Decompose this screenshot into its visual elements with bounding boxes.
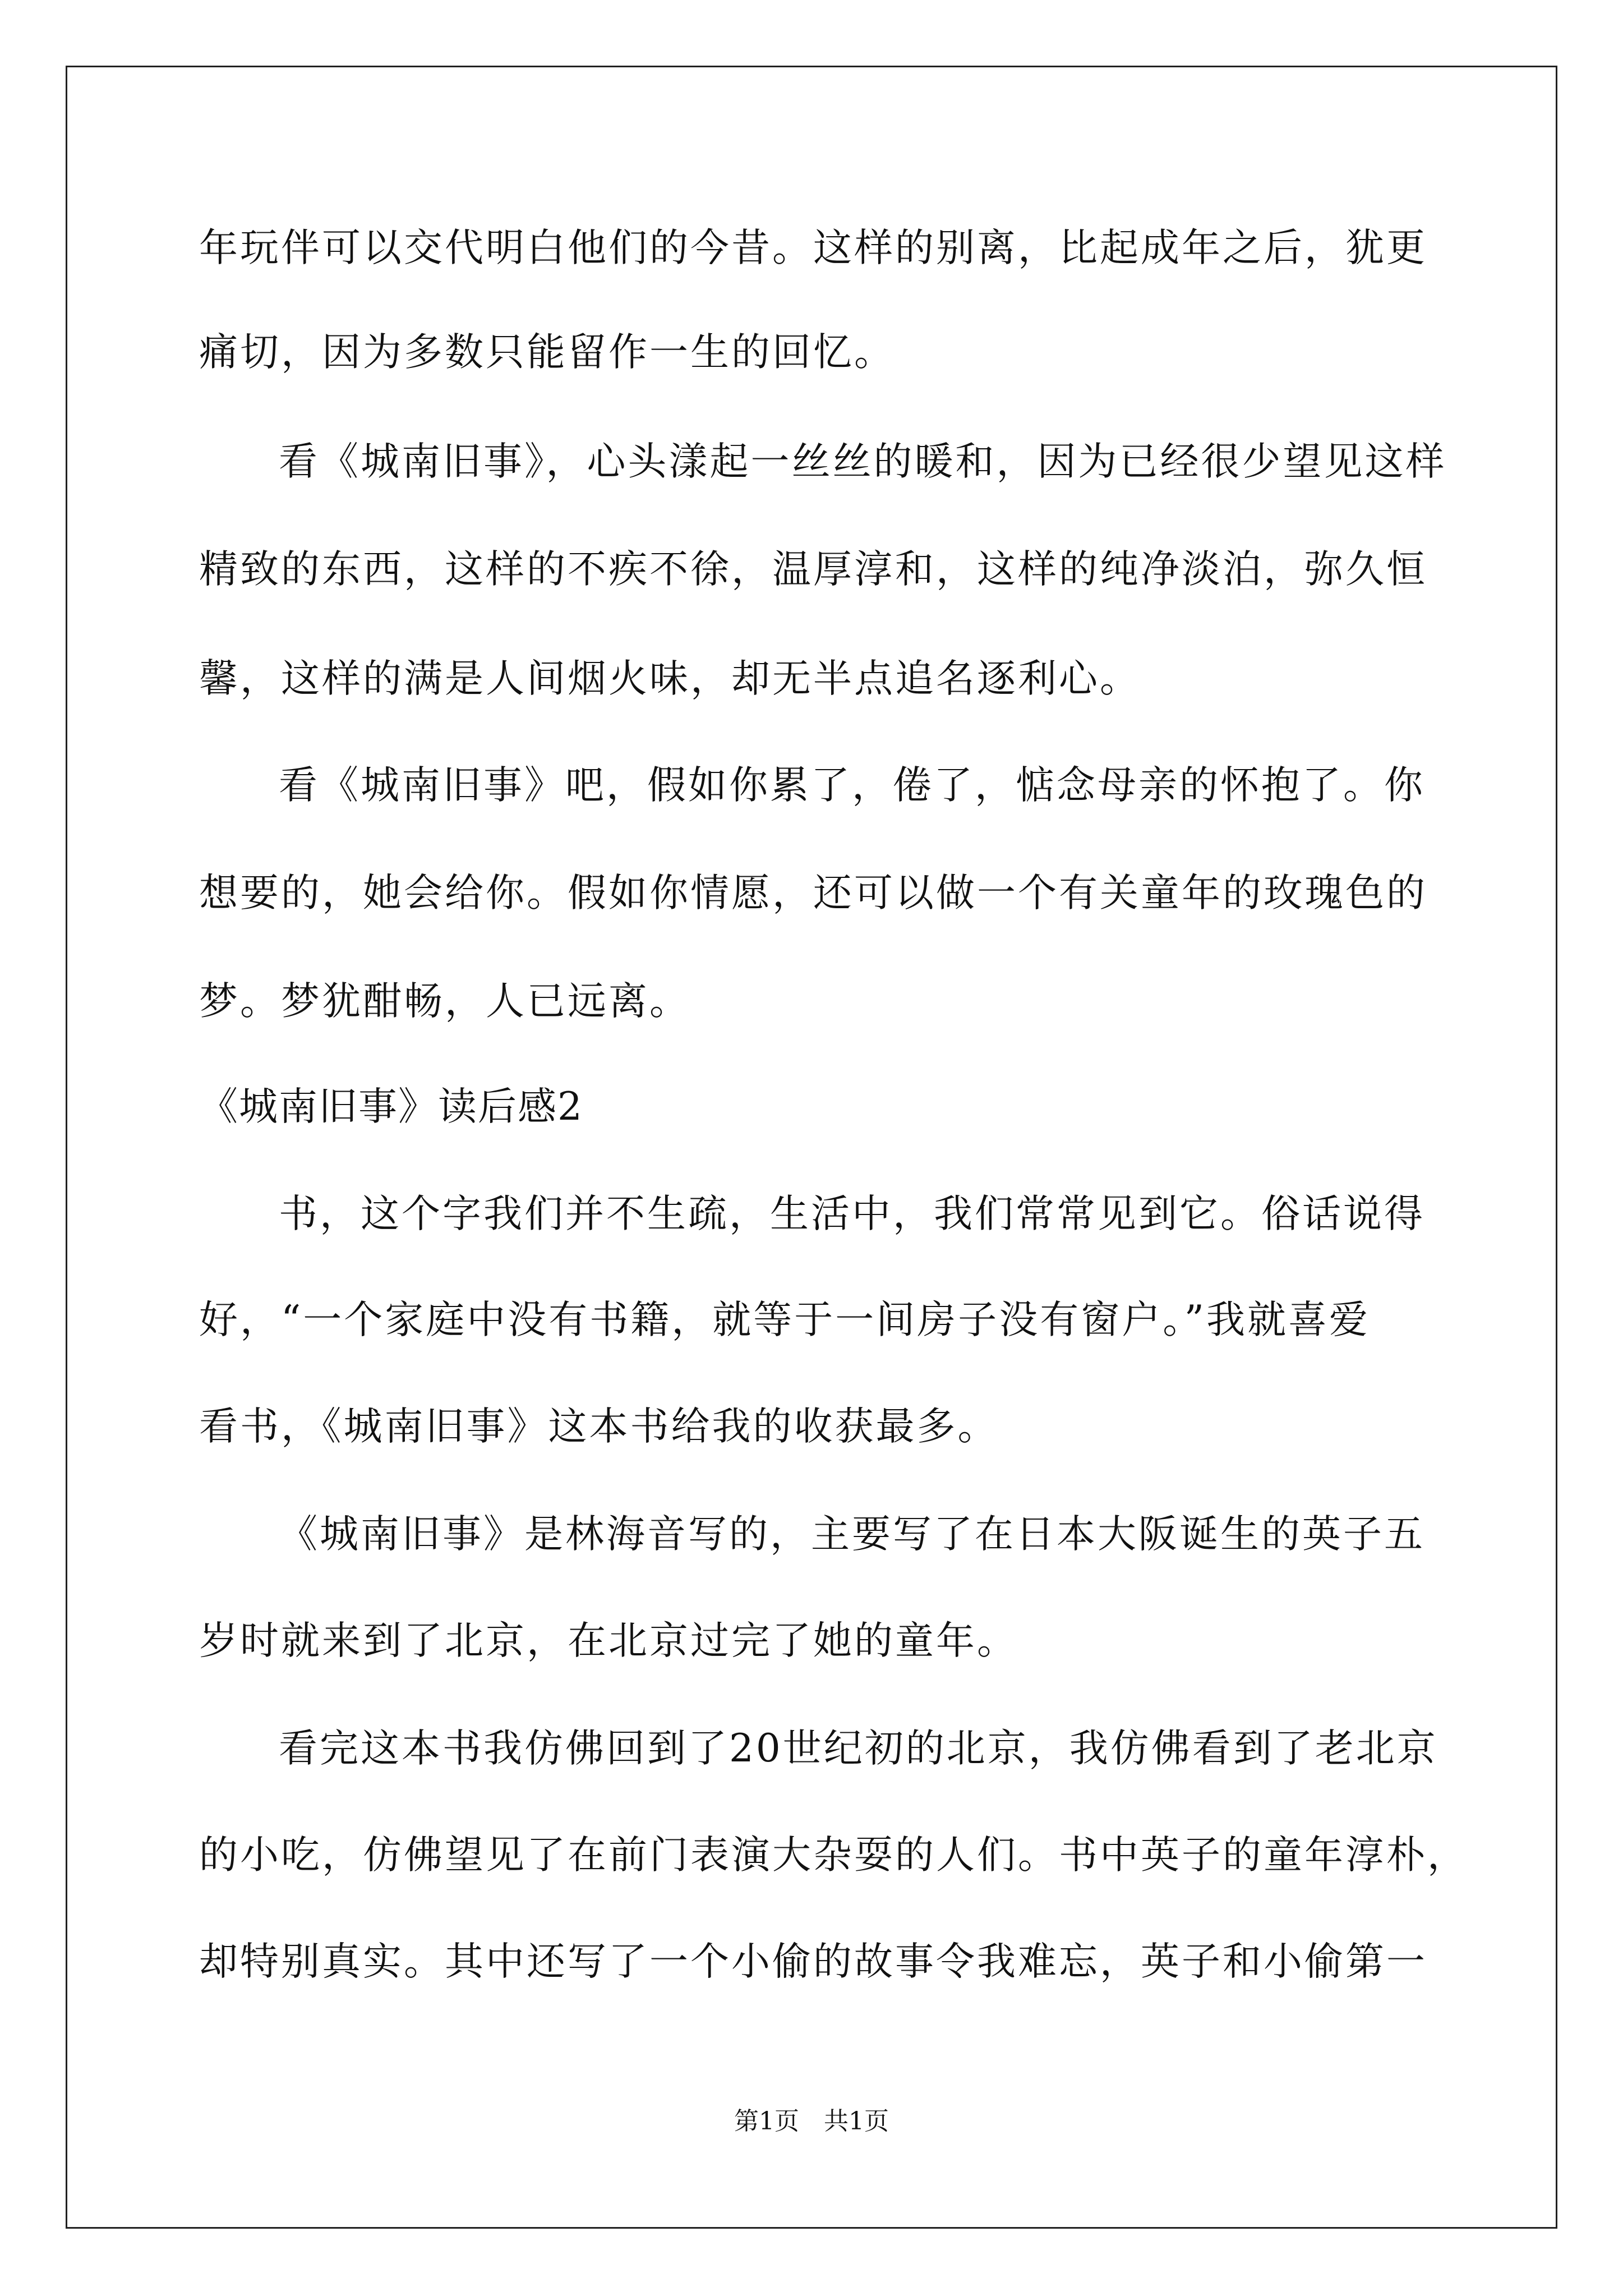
body-line: 年玩伴可以交代明白他们的今昔。这样的别离，比起成年之后，犹更 (199, 226, 1427, 270)
body-line: 精致的东西，这样的不疾不徐，温厚淳和，这样的纯净淡泊，弥久恒 (199, 547, 1427, 592)
body-line: 想要的，她会给你。假如你情愿，还可以做一个有关童年的玫瑰色的 (199, 871, 1427, 915)
body-line: 梦。梦犹酣畅，人已远离。 (199, 979, 690, 1024)
body-line: 《城南旧事》是林海音写的，主要写了在日本大阪诞生的英子五 (279, 1512, 1425, 1557)
body-line: 岁时就来到了北京，在北京过完了她的童年。 (199, 1618, 1018, 1663)
page-border (66, 66, 1557, 2229)
body-line: 看书，《城南旧事》这本书给我的收获最多。 (199, 1404, 999, 1449)
page-footer: 第1页 共1页 (734, 2107, 889, 2136)
body-line: 看完这本书我仿佛回到了20世纪初的北京，我仿佛看到了老北京 (279, 1726, 1438, 1771)
section-heading: 《城南旧事》读后感2 (199, 1084, 583, 1129)
body-line: 馨，这样的满是人间烟火味，却无半点追名逐利心。 (199, 656, 1141, 701)
body-line: 看《城南旧事》吧，假如你累了，倦了，惦念母亲的怀抱了。你 (279, 763, 1425, 808)
body-line: 书，这个字我们并不生疏，生活中，我们常常见到它。俗话说得 (279, 1191, 1425, 1236)
body-line: 痛切，因为多数只能留作一生的回忆。 (199, 330, 895, 375)
body-line: 看《城南旧事》，心头漾起一丝丝的暖和，因为已经很少望见这样 (279, 439, 1447, 484)
body-line: 好，“一个家庭中没有书籍，就等于一间房子没有窗户。”我就喜爱 (199, 1297, 1371, 1342)
body-line: 的小吃，仿佛望见了在前门表演大杂耍的人们。书中英子的童年淳朴， (199, 1833, 1468, 1878)
body-line: 却特别真实。其中还写了一个小偷的故事令我难忘，英子和小偷第一 (199, 1939, 1427, 1984)
